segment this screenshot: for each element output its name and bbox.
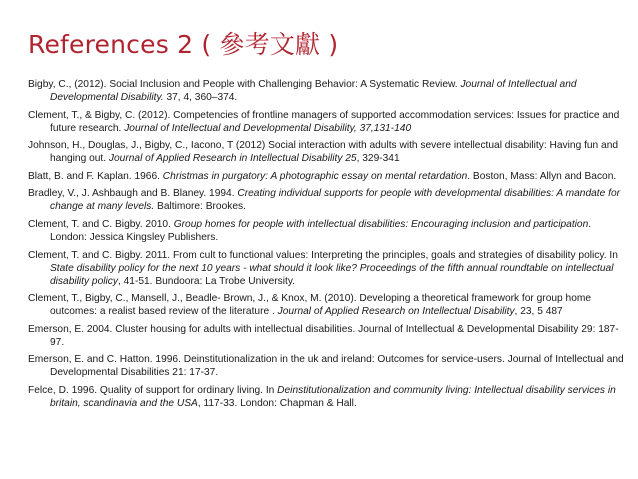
reference-text: Blatt, B. and F. Kaplan. 1966. <box>28 170 163 182</box>
reference-text: Clement, T. and C. Bigby. 2010. <box>28 218 174 230</box>
reference-text: . London: Jessica Kingsley Publishers. <box>50 218 592 243</box>
reference-italic-text: Journal of Applied Research on Intellectual Disability <box>277 306 515 318</box>
reference-italic-text: Christmas in purgatory: A photographic essay on mental retardation <box>162 170 468 182</box>
reference-item <box>28 187 624 213</box>
reference-item <box>28 353 624 379</box>
reference-italic-text: Group homes for people with intellectual disabilities: Encouraging inclusion and participation <box>173 218 589 230</box>
reference-text: Emerson, E. 2004. Cluster housing for adults with intellectual disabilities. Journal of Intellectual & Developmental Disability 29: 187-97. <box>28 323 619 348</box>
reference-text: Clement, T., Bigby, C., Mansell, J., Beadle- Brown, J., & Knox, M. (2010). Developing a theoretical framework for group home outcomes: a realist based review of the literature . <box>28 293 592 318</box>
reference-italic-text: Journal of Intellectual and Developmental Disability. <box>50 79 577 103</box>
reference-italic-text: Deinstitutionalization and community living: Intellectual disability services in britain, scandinavia and the USA <box>50 384 616 409</box>
reference-text: Bigby, C., (2012). Social Inclusion and People with Challenging Behavior: A Systematic Review. <box>28 79 461 90</box>
reference-item <box>28 384 624 410</box>
reference-text: Emerson, E. and C. Hatton. 1996. Deinstitutionalization in the uk and ireland: Outcomes for service-users. Journal of Intellectual and Developmental Disabilities 21: 17-37. <box>28 354 624 379</box>
reference-item <box>28 292 624 318</box>
reference-text: Baltimore: Brookes. <box>154 201 246 213</box>
reference-list <box>28 78 624 415</box>
slide-title: References 2 ( 參考文獻 ) <box>28 30 339 59</box>
reference-item <box>28 323 624 349</box>
reference-text: Clement, T., & Bigby, C. (2012). Competencies of frontline managers of supported accommodation services: Issues for practice and future research. <box>28 109 620 134</box>
reference-italic-text: Journal of Applied Research in Intellectual Disability 25 <box>108 153 357 165</box>
reference-text: . Boston, Mass: Allyn and Bacon. <box>467 170 617 182</box>
reference-text: Bradley, V., J. Ashbaugh and B. Blaney. 1994. <box>28 188 238 200</box>
reference-item <box>28 218 624 244</box>
reference-item <box>28 139 624 165</box>
reference-item <box>28 78 624 104</box>
reference-text: 37, 4, 360–374. <box>163 92 238 103</box>
reference-italic-text: State disability policy for the next 10 years - what should it look like? Proceedings of the fifth annual roundtable on intellectual disability policy <box>50 262 614 287</box>
reference-text: , 41-51. Bundoora: La Trobe University. <box>117 275 296 287</box>
reference-item <box>28 249 624 288</box>
reference-item <box>28 170 624 183</box>
reference-text: Johnson, H., Douglas, J., Bigby, C., Iacono, T (2012) Social interaction with adults with severe intellectual disability: Having fun and hanging out. <box>28 140 619 165</box>
reference-text: , 117-33. London: Chapman & Hall. <box>197 397 357 409</box>
reference-text: Felce, D. 1996. Quality of support for ordinary living. In <box>28 384 278 396</box>
reference-item <box>28 109 624 135</box>
reference-text: Clement, T. and C. Bigby. 2011. From cult to functional values: Interpreting the principles, goals and strategies of disability policy. In <box>28 249 618 261</box>
reference-italic-text: Creating individual supports for people with developmental disabilities: A mandate for change at many levels. <box>50 188 620 213</box>
reference-text: , 329-341 <box>356 153 400 165</box>
reference-italic-text: Journal of Intellectual and Developmental Disability, 37,131-140 <box>124 122 412 134</box>
reference-text: , 23, 5 487 <box>514 306 563 318</box>
